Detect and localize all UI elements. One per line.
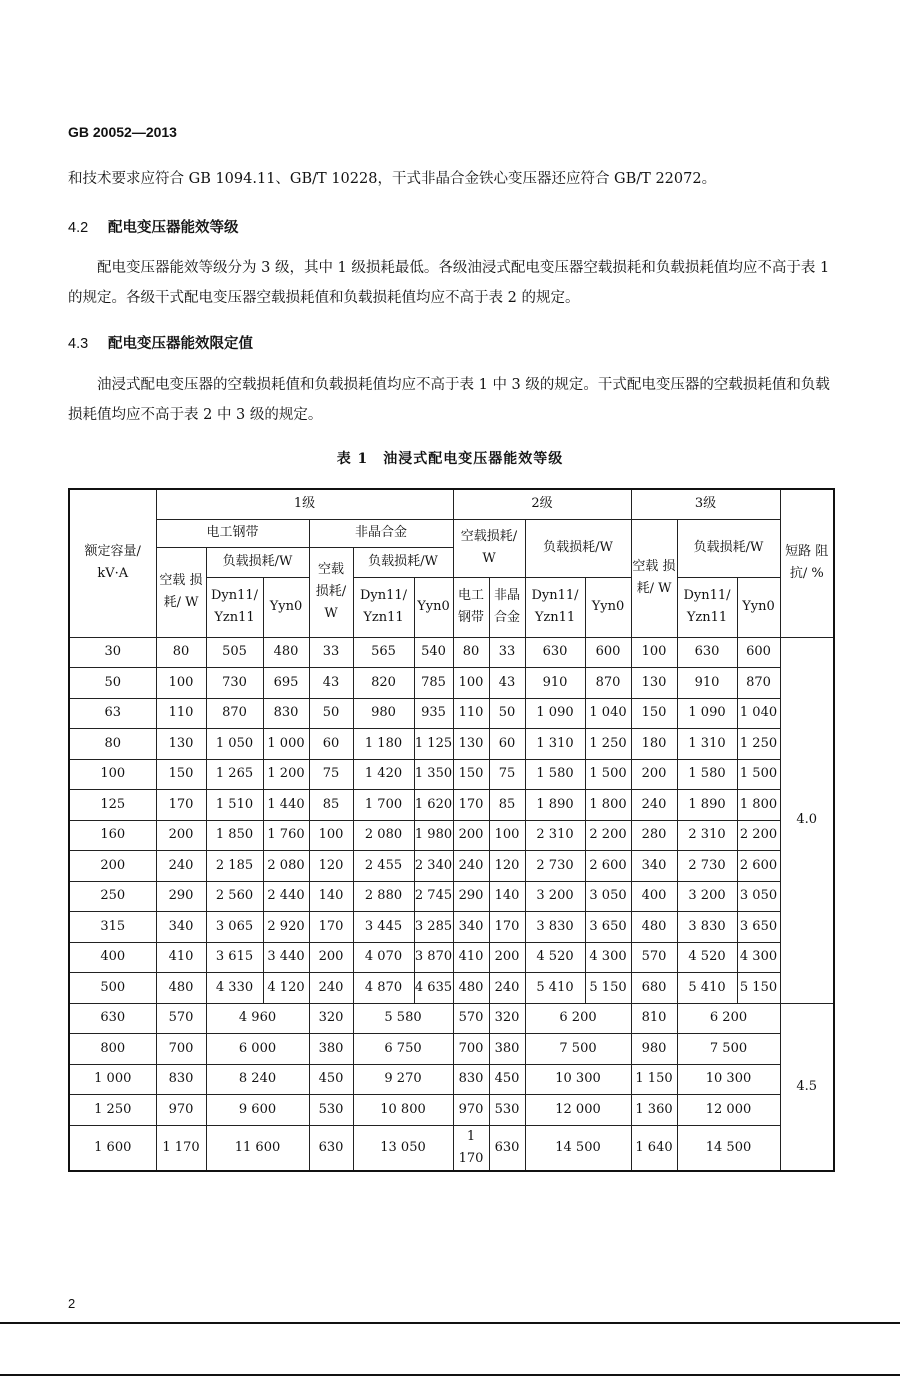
table-cell: 1 170 (453, 1125, 489, 1171)
table-cell: 7 500 (677, 1034, 780, 1065)
table-cell: 1 180 (353, 729, 414, 760)
table-cell: 1 580 (677, 759, 737, 790)
table-cell: 2 185 (206, 851, 263, 882)
table-cell: 290 (156, 881, 206, 912)
table-cell: 800 (69, 1034, 156, 1065)
table-cell: 4 960 (206, 1003, 309, 1034)
table-cell: 315 (69, 912, 156, 943)
table-row (69, 820, 834, 851)
header-dyn: Dyn11/ Yzn11 (353, 577, 414, 637)
header-g1-steel-noload: 空载 损耗/ W (156, 547, 206, 637)
table-row (69, 790, 834, 821)
table-cell: 200 (631, 759, 677, 790)
table-cell: 12 000 (677, 1095, 780, 1126)
table-cell: 60 (309, 729, 353, 760)
table-cell: 3 870 (414, 942, 453, 973)
table-cell: 830 (156, 1064, 206, 1095)
table-cell: 1 760 (263, 820, 309, 851)
table-cell: 140 (309, 881, 353, 912)
header-grade2: 2级 (453, 489, 631, 519)
table-row (69, 912, 834, 943)
table-cell: 1 360 (631, 1095, 677, 1126)
table-cell: 14 500 (525, 1125, 631, 1171)
table-cell: 630 (677, 637, 737, 668)
table-cell: 6 200 (677, 1003, 780, 1034)
table-cell: 3 050 (585, 881, 631, 912)
table-cell: 340 (156, 912, 206, 943)
standard-number: GB 20052—2013 (68, 124, 177, 140)
header-steel-short: 电工 钢带 (453, 577, 489, 637)
table-cell: 340 (631, 851, 677, 882)
table-cell: 3 650 (585, 912, 631, 943)
table-cell: 450 (489, 1064, 525, 1095)
table-cell: 1 640 (631, 1125, 677, 1171)
table-cell: 2 880 (353, 881, 414, 912)
table-cell: 3 830 (525, 912, 585, 943)
table-cell: 3 285 (414, 912, 453, 943)
table-cell: 50 (69, 668, 156, 699)
table-cell: 2 340 (414, 851, 453, 882)
table-cell: 2 560 (206, 881, 263, 912)
table-cell: 6 000 (206, 1034, 309, 1065)
section-number: 4.2 (68, 220, 89, 236)
table-cell: 3 615 (206, 942, 263, 973)
table-cell: 1 090 (677, 698, 737, 729)
table-cell: 5 410 (677, 973, 737, 1004)
table-caption: 表 1 油浸式配电变压器能效等级 (336, 451, 564, 467)
table-cell: 1 040 (585, 698, 631, 729)
table-cell: 1 150 (631, 1064, 677, 1095)
table-cell: 410 (156, 942, 206, 973)
table-cell: 1 890 (677, 790, 737, 821)
table-cell: 500 (69, 973, 156, 1004)
table-cell: 130 (631, 668, 677, 699)
table-cell: 3 065 (206, 912, 263, 943)
table-cell: 1 500 (585, 759, 631, 790)
section-4-2-body: 配电变压器能效等级分为 3 级，其中 1 级损耗最低。各级油浸式配电变压器空载损耗和负载损耗值均应不高于表 1 的规定。各级干式配电变压器空载损耗值和负载损耗值均应不高于表 2 的规定。 (68, 260, 830, 306)
table-cell: 2 080 (353, 820, 414, 851)
table-cell: 4 300 (585, 942, 631, 973)
table-cell: 2 730 (677, 851, 737, 882)
table-cell: 480 (263, 637, 309, 668)
table-cell: 150 (631, 698, 677, 729)
table-cell: 80 (453, 637, 489, 668)
table-row (69, 1125, 834, 1171)
header-impedance: 短路 阻抗/ % (780, 489, 834, 637)
table-cell: 410 (453, 942, 489, 973)
table-cell: 2 455 (353, 851, 414, 882)
table-cell: 600 (585, 637, 631, 668)
table-cell: 1 980 (414, 820, 453, 851)
header-yyn: Yyn0 (414, 577, 453, 637)
table-cell: 2 310 (677, 820, 737, 851)
table-row (69, 698, 834, 729)
table-cell: 1 580 (525, 759, 585, 790)
table-cell: 2 600 (737, 851, 780, 882)
table-cell: 570 (453, 1003, 489, 1034)
table-cell: 110 (453, 698, 489, 729)
table-cell: 1 510 (206, 790, 263, 821)
table-cell: 75 (309, 759, 353, 790)
table-cell: 1 000 (69, 1064, 156, 1095)
table-cell: 380 (489, 1034, 525, 1065)
table-cell: 3 650 (737, 912, 780, 943)
table-cell: 480 (453, 973, 489, 1004)
header-yyn: Yyn0 (585, 577, 631, 637)
table-row (69, 1095, 834, 1126)
section-title: 配电变压器能效限定值 (108, 335, 253, 352)
table-cell: 830 (263, 698, 309, 729)
table-cell: 570 (631, 942, 677, 973)
table-cell: 4 520 (525, 942, 585, 973)
header-amorphous: 非晶合金 (309, 519, 453, 547)
table-cell: 2 200 (737, 820, 780, 851)
table-cell: 870 (206, 698, 263, 729)
table-cell: 1 040 (737, 698, 780, 729)
table-cell: 1 170 (156, 1125, 206, 1171)
table-cell: 320 (309, 1003, 353, 1034)
header-dyn: Dyn11/ Yzn11 (525, 577, 585, 637)
table-cell: 3 200 (677, 881, 737, 912)
table-cell: 480 (631, 912, 677, 943)
table-cell: 200 (453, 820, 489, 851)
table-cell: 14 500 (677, 1125, 780, 1171)
table-cell: 1 250 (585, 729, 631, 760)
table-cell: 10 800 (353, 1095, 453, 1126)
table-cell: 100 (156, 668, 206, 699)
table-cell: 120 (489, 851, 525, 882)
table-row (69, 973, 834, 1004)
table-cell: 970 (453, 1095, 489, 1126)
table-cell: 170 (156, 790, 206, 821)
header-yyn: Yyn0 (263, 577, 309, 637)
table-cell: 4 870 (353, 973, 414, 1004)
table-cell: 9 270 (353, 1064, 453, 1095)
table-cell: 170 (453, 790, 489, 821)
header-g1-amorph-load: 负载损耗/W (353, 547, 453, 577)
table-cell: 1 050 (206, 729, 263, 760)
table-cell: 810 (631, 1003, 677, 1034)
table-cell: 160 (69, 820, 156, 851)
table-cell: 600 (737, 637, 780, 668)
table-cell: 6 200 (525, 1003, 631, 1034)
section-4-3-body: 油浸式配电变压器的空载损耗值和负载损耗值均应不高于表 1 中 3 级的规定。干式配电变压器的空载损耗值和负载损耗值均应不高于表 2 中 3 级的规定。 (68, 377, 830, 423)
table-cell: 1 090 (525, 698, 585, 729)
header-g1-amorph-noload: 空载 损耗/ W (309, 547, 353, 637)
table-cell: 565 (353, 637, 414, 668)
table-cell: 4 635 (414, 973, 453, 1004)
table-row (69, 1064, 834, 1095)
table-cell: 5 150 (737, 973, 780, 1004)
table-cell: 480 (156, 973, 206, 1004)
table-cell: 60 (489, 729, 525, 760)
table-cell: 240 (309, 973, 353, 1004)
table-cell: 280 (631, 820, 677, 851)
table-cell: 1 200 (263, 759, 309, 790)
section-title: 配电变压器能效等级 (108, 219, 239, 236)
table-cell: 570 (156, 1003, 206, 1034)
table-cell: 130 (453, 729, 489, 760)
table-cell: 200 (69, 851, 156, 882)
table-cell: 50 (489, 698, 525, 729)
table-cell: 7 500 (525, 1034, 631, 1065)
header-grade3: 3级 (631, 489, 780, 519)
table-cell: 450 (309, 1064, 353, 1095)
table-cell: 3 050 (737, 881, 780, 912)
section-heading-4-2 (68, 216, 239, 237)
table-cell: 5 580 (353, 1003, 453, 1034)
table-body (69, 637, 834, 1171)
header-yyn: Yyn0 (737, 577, 780, 637)
table-cell: 100 (489, 820, 525, 851)
table-cell: 30 (69, 637, 156, 668)
table-cell: 1 440 (263, 790, 309, 821)
header-g1-steel-load: 负载损耗/W (206, 547, 309, 577)
table-cell: 540 (414, 637, 453, 668)
table-cell: 100 (453, 668, 489, 699)
table-cell: 3 445 (353, 912, 414, 943)
table-cell: 240 (489, 973, 525, 1004)
table-cell: 2 730 (525, 851, 585, 882)
table-cell: 400 (69, 942, 156, 973)
table-cell: 700 (156, 1034, 206, 1065)
table-row (69, 1034, 834, 1065)
table-cell: 1 500 (737, 759, 780, 790)
section-number: 4.3 (68, 336, 89, 352)
table-cell: 110 (156, 698, 206, 729)
table-cell: 13 050 (353, 1125, 453, 1171)
table-cell: 2 080 (263, 851, 309, 882)
table-cell: 980 (631, 1034, 677, 1065)
divider (0, 1374, 900, 1376)
table-cell: 170 (309, 912, 353, 943)
table-cell: 240 (631, 790, 677, 821)
table-cell: 2 440 (263, 881, 309, 912)
header-g3-load: 负载损耗/W (677, 519, 780, 577)
table-cell: 6 750 (353, 1034, 453, 1065)
table-cell: 1 250 (69, 1095, 156, 1126)
table-cell: 320 (489, 1003, 525, 1034)
table-cell: 170 (489, 912, 525, 943)
divider (0, 1322, 900, 1324)
table-cell: 2 600 (585, 851, 631, 882)
table-cell: 120 (309, 851, 353, 882)
table-cell: 100 (69, 759, 156, 790)
table-cell: 1 000 (263, 729, 309, 760)
table-cell: 4 520 (677, 942, 737, 973)
table-cell: 3 830 (677, 912, 737, 943)
table-row (69, 881, 834, 912)
header-dyn: Dyn11/ Yzn11 (206, 577, 263, 637)
table-cell: 85 (489, 790, 525, 821)
table-row (69, 729, 834, 760)
table-cell: 1 350 (414, 759, 453, 790)
table-cell: 5 410 (525, 973, 585, 1004)
table-cell: 1 700 (353, 790, 414, 821)
table-row (69, 668, 834, 699)
table-cell: 200 (309, 942, 353, 973)
table-cell: 1 310 (677, 729, 737, 760)
table-cell: 1 265 (206, 759, 263, 790)
table-cell: 125 (69, 790, 156, 821)
table-cell: 9 600 (206, 1095, 309, 1126)
section-heading-4-3 (68, 332, 253, 353)
table-cell: 630 (525, 637, 585, 668)
table-cell: 695 (263, 668, 309, 699)
table-cell: 2 310 (525, 820, 585, 851)
header-grade1: 1级 (156, 489, 453, 519)
table-cell: 530 (309, 1095, 353, 1126)
table-cell: 935 (414, 698, 453, 729)
table-cell: 11 600 (206, 1125, 309, 1171)
table-cell: 630 (69, 1003, 156, 1034)
table-cell: 2 200 (585, 820, 631, 851)
table-row (69, 942, 834, 973)
table-cell: 240 (453, 851, 489, 882)
table-cell: 130 (156, 729, 206, 760)
table-cell: 870 (585, 668, 631, 699)
table-cell: 530 (489, 1095, 525, 1126)
table-cell: 150 (156, 759, 206, 790)
table-cell: 700 (453, 1034, 489, 1065)
table-cell: 1 250 (737, 729, 780, 760)
header-steel: 电工钢带 (156, 519, 309, 547)
table-cell: 1 420 (353, 759, 414, 790)
table-cell: 970 (156, 1095, 206, 1126)
table-cell: 910 (677, 668, 737, 699)
header-g2-load: 负载损耗/W (525, 519, 631, 577)
table-cell: 8 240 (206, 1064, 309, 1095)
table-cell: 340 (453, 912, 489, 943)
table-cell: 380 (309, 1034, 353, 1065)
table-cell: 140 (489, 881, 525, 912)
table-cell: 870 (737, 668, 780, 699)
table-cell: 3 440 (263, 942, 309, 973)
table-cell: 4 120 (263, 973, 309, 1004)
table-cell: 1 800 (737, 790, 780, 821)
table-cell: 150 (453, 759, 489, 790)
table-cell: 910 (525, 668, 585, 699)
table-cell: 85 (309, 790, 353, 821)
header-capacity: 额定容量/ kV·A (69, 489, 156, 637)
table-cell: 820 (353, 668, 414, 699)
table-cell: 43 (489, 668, 525, 699)
table-cell: 2 920 (263, 912, 309, 943)
table-cell: 830 (453, 1064, 489, 1095)
table-cell: 80 (156, 637, 206, 668)
table-cell: 10 300 (677, 1064, 780, 1095)
table-row (69, 637, 834, 668)
table-cell: 1 800 (585, 790, 631, 821)
table-cell: 1 890 (525, 790, 585, 821)
table-cell: 250 (69, 881, 156, 912)
table-cell: 980 (353, 698, 414, 729)
table-cell: 1 125 (414, 729, 453, 760)
header-g2-noload: 空载损耗/ W (453, 519, 525, 577)
table-row (69, 851, 834, 882)
table-cell: 4 070 (353, 942, 414, 973)
table-cell: 33 (489, 637, 525, 668)
table-cell: 10 300 (525, 1064, 631, 1095)
table-cell: 63 (69, 698, 156, 729)
table-cell: 3 200 (525, 881, 585, 912)
table-cell: 4 330 (206, 973, 263, 1004)
impedance-cell: 4.5 (780, 1003, 834, 1171)
table-cell: 785 (414, 668, 453, 699)
table-cell: 50 (309, 698, 353, 729)
efficiency-table (68, 488, 835, 1172)
table-cell: 630 (489, 1125, 525, 1171)
table-cell: 1 310 (525, 729, 585, 760)
table-cell: 4 300 (737, 942, 780, 973)
table-cell: 100 (631, 637, 677, 668)
table-cell: 33 (309, 637, 353, 668)
header-g3-noload: 空载 损耗/ W (631, 519, 677, 637)
table-cell: 12 000 (525, 1095, 631, 1126)
table-cell: 100 (309, 820, 353, 851)
table-cell: 1 620 (414, 790, 453, 821)
table-row (69, 759, 834, 790)
page-number: 2 (68, 1296, 76, 1311)
table-cell: 290 (453, 881, 489, 912)
table-cell: 680 (631, 973, 677, 1004)
table-cell: 200 (489, 942, 525, 973)
table-cell: 505 (206, 637, 263, 668)
table-cell: 180 (631, 729, 677, 760)
table-cell: 43 (309, 668, 353, 699)
table-cell: 240 (156, 851, 206, 882)
header-amorph-short: 非晶 合金 (489, 577, 525, 637)
intro-paragraph: 和技术要求应符合 GB 1094.11、GB/T 10228，干式非晶合金铁心变压器还应符合 GB/T 22072。 (68, 171, 717, 187)
table-cell: 5 150 (585, 973, 631, 1004)
table-cell: 80 (69, 729, 156, 760)
table-cell: 1 850 (206, 820, 263, 851)
table-cell: 730 (206, 668, 263, 699)
table-row (69, 1003, 834, 1034)
header-dyn: Dyn11/ Yzn11 (677, 577, 737, 637)
table-cell: 1 600 (69, 1125, 156, 1171)
table-cell: 200 (156, 820, 206, 851)
table-cell: 75 (489, 759, 525, 790)
table-cell: 630 (309, 1125, 353, 1171)
impedance-cell: 4.0 (780, 637, 834, 1003)
table-cell: 400 (631, 881, 677, 912)
table-cell: 2 745 (414, 881, 453, 912)
